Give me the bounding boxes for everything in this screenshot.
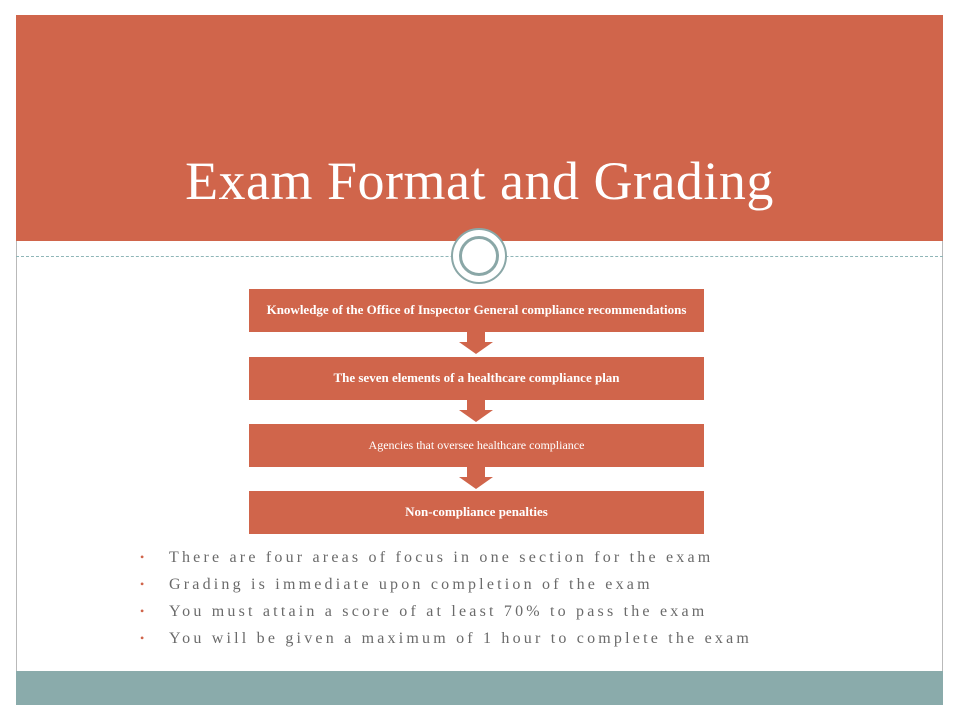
- bullet-text: You must attain a score of at least 70% to pass the exam: [169, 603, 708, 620]
- list-item: [140, 602, 840, 621]
- bullet-list: [140, 548, 840, 656]
- bullet-text: You will be given a maximum of 1 hour to complete the exam: [169, 630, 753, 647]
- flow-step-4: Non-compliance penalties: [249, 491, 704, 534]
- list-item: [140, 575, 840, 594]
- flow-step-1: Knowledge of the Office of Inspector General compliance recommendations: [249, 289, 704, 332]
- slide-title: Exam Format and Grading: [185, 151, 774, 211]
- list-item: [140, 548, 840, 567]
- bullet-icon: •: [140, 550, 145, 564]
- flow-step-2: The seven elements of a healthcare compliance plan: [249, 357, 704, 400]
- list-item: [140, 629, 840, 648]
- bullet-icon: •: [140, 604, 145, 618]
- circle-ornament-inner: [459, 236, 499, 276]
- footer-band: [16, 671, 943, 705]
- bullet-icon: •: [140, 577, 145, 591]
- flow-step-3: Agencies that oversee healthcare compliance: [249, 424, 704, 467]
- bullet-text: There are four areas of focus in one section for the exam: [169, 549, 714, 566]
- bullet-text: Grading is immediate upon completion of the exam: [169, 576, 653, 593]
- circle-ornament-icon: [451, 228, 507, 284]
- bullet-icon: •: [140, 631, 145, 645]
